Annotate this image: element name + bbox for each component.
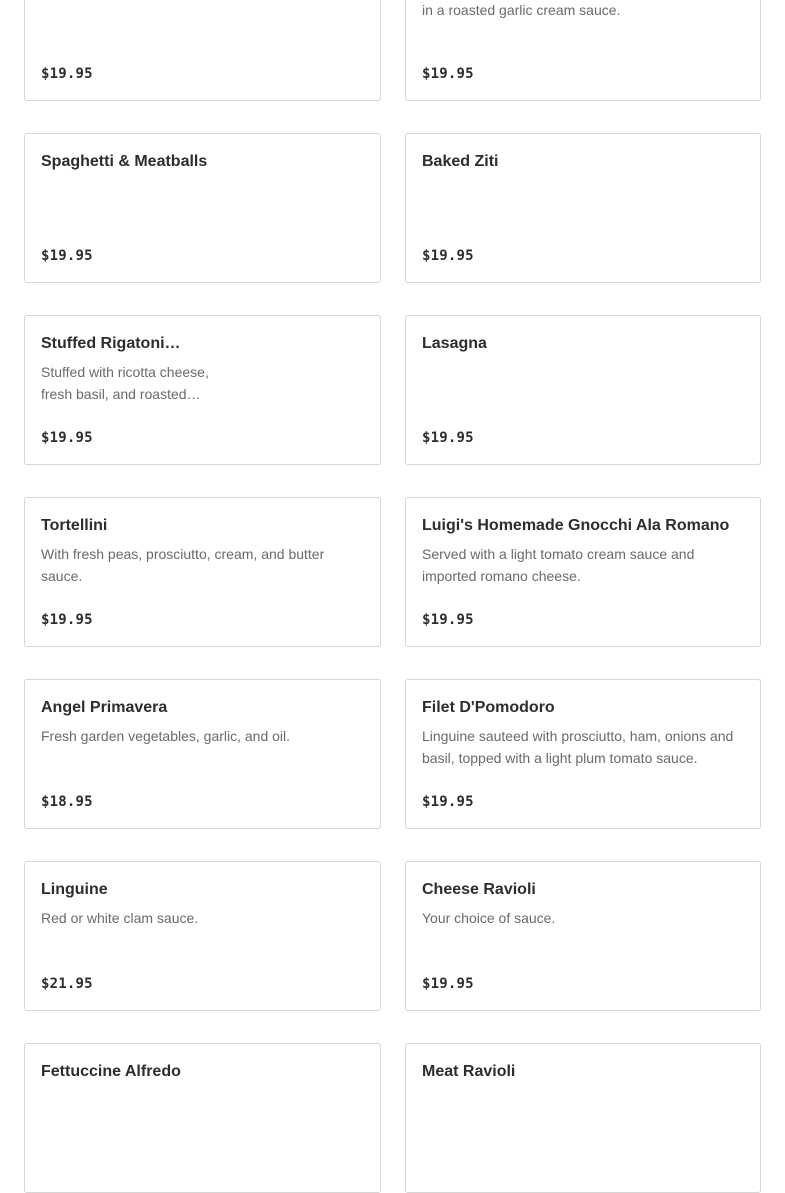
menu-item-card[interactable] (405, 0, 761, 101)
menu-item-card[interactable] (24, 0, 381, 101)
menu-item-price: $19.95 (422, 794, 474, 810)
menu-item-price: $21.95 (41, 976, 93, 992)
menu-item-price: $19.95 (422, 248, 474, 264)
menu-item-card[interactable] (24, 679, 381, 829)
menu-item-card[interactable] (24, 1043, 381, 1193)
menu-item-description: Served with a light tomato cream sauce and imported romano cheese. (422, 546, 695, 584)
menu-item-price: $19.95 (41, 430, 93, 446)
menu-item-price: $19.95 (422, 66, 474, 82)
menu-item-name: Meat Ravioli (422, 1063, 516, 1080)
menu-item-card[interactable] (405, 1043, 761, 1193)
menu-item-card[interactable] (405, 679, 761, 829)
menu-item-card[interactable] (405, 861, 761, 1011)
menu-item-name: Lasagna (422, 335, 487, 352)
menu-item-description: in a roasted garlic cream sauce. (422, 2, 621, 18)
menu-item-price: $19.95 (41, 612, 93, 628)
menu-item-price: $19.95 (41, 248, 93, 264)
menu-items-grid (24, 0, 761, 1193)
menu-item-card[interactable] (24, 497, 381, 647)
menu-item-name: Linguine (41, 881, 108, 898)
menu-item-description: Stuffed with ricotta cheese, fresh basil, and roasted… (41, 364, 209, 402)
menu-item-name: Cheese Ravioli (422, 881, 536, 898)
menu-item-name: Stuffed Rigatoni… (41, 335, 181, 352)
menu-item-description: With fresh peas, prosciutto, cream, and butter sauce. (41, 546, 325, 584)
menu-item-description: Fresh garden vegetables, garlic, and oil. (41, 728, 291, 744)
menu-item-name: Spaghetti & Meatballs (41, 153, 208, 170)
menu-item-name: Tortellini (41, 517, 108, 534)
menu-item-description: Your choice of sauce. (422, 910, 556, 926)
menu-item-card[interactable] (24, 861, 381, 1011)
menu-item-description: Linguine sauteed with prosciutto, ham, onions and basil, topped with a light plum tomato sauce. (422, 728, 734, 766)
menu-item-card[interactable] (405, 315, 761, 465)
menu-item-price: $18.95 (41, 794, 93, 810)
menu-item-price: $19.95 (422, 430, 474, 446)
menu-item-card[interactable] (405, 497, 761, 647)
menu-item-name: Fettuccine Alfredo (41, 1063, 181, 1080)
menu-item-card[interactable] (24, 133, 381, 283)
menu-item-card[interactable] (405, 133, 761, 283)
menu-item-price: $19.95 (422, 612, 474, 628)
menu-item-description: Red or white clam sauce. (41, 910, 199, 926)
menu-item-name: Filet D'Pomodoro (422, 699, 555, 716)
menu-item-card[interactable] (24, 315, 381, 465)
menu-item-price: $19.95 (41, 66, 93, 82)
menu-item-name: Luigi's Homemade Gnocchi Ala Romano (422, 517, 730, 534)
menu-item-name: Angel Primavera (41, 699, 168, 716)
menu-item-name: Baked Ziti (422, 153, 499, 170)
menu-item-price: $19.95 (422, 976, 474, 992)
